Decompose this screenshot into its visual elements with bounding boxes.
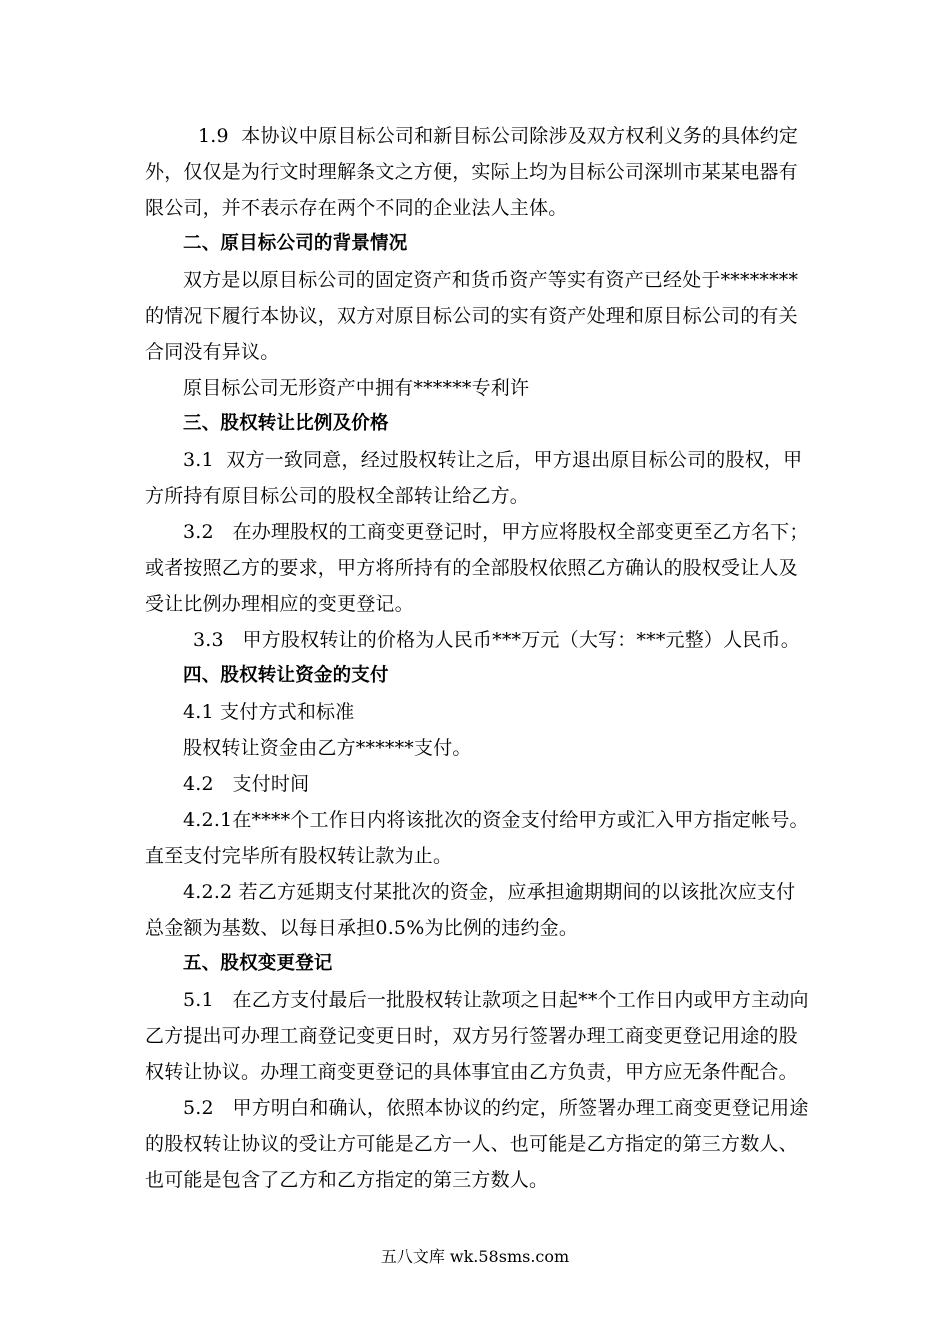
clause-4-2: 4.2 支付时间 xyxy=(183,773,310,795)
clause-4-2-1-line-1: 4.2.1在****个工作日内将该批次的资金支付给甲方或汇入甲方指定帐号。 xyxy=(183,809,809,831)
paragraph-1-9-line-3: 限公司，并不表示存在两个不同的企业法人主体。 xyxy=(145,197,568,219)
clause-4-2-1-line-2: 直至支付完毕所有股权转让款为止。 xyxy=(145,845,453,867)
section-heading-3: 三、股权转让比例及价格 xyxy=(183,413,389,434)
clause-4-1: 4.1 支付方式和标准 xyxy=(183,701,355,723)
clause-3-2-line-3: 受让比例办理相应的变更登记。 xyxy=(145,593,414,615)
section-heading-2: 二、原目标公司的背景情况 xyxy=(183,233,408,254)
section-2-para-line-3: 合同没有异议。 xyxy=(145,341,280,363)
clause-5-2-line-2: 的股权转让协议的受让方可能是乙方一人、也可能是乙方指定的第三方数人、 xyxy=(145,1133,798,1155)
section-2-patent-line: 原目标公司无形资产中拥有******专利许 xyxy=(183,377,530,399)
clause-3-2-line-2: 或者按照乙方的要求，甲方将所持有的全部股权依照乙方确认的股权受让人及 xyxy=(145,557,798,579)
paragraph-1-9-line-2: 外，仅仅是为行文时理解条文之方便，实际上均为目标公司深圳市某某电器有 xyxy=(145,161,798,183)
clause-3-2-line-1: 3.2 在办理股权的工商变更登记时，甲方应将股权全部变更至乙方名下； xyxy=(183,521,809,543)
clause-3-1-line-2: 方所持有原目标公司的股权全部转让给乙方。 xyxy=(145,485,530,507)
clause-5-2-line-3: 也可能是包含了乙方和乙方指定的第三方数人。 xyxy=(145,1169,549,1191)
clause-5-1-line-2: 乙方提出可办理工商登记变更日时，双方另行签署办理工商变更登记用途的股 xyxy=(145,1025,798,1047)
clause-3-1-line-1: 3.1 双方一致同意，经过股权转让之后，甲方退出原目标公司的股权，甲 xyxy=(183,449,803,471)
clause-5-1-line-3: 权转让协议。办理工商变更登记的具体事宜由乙方负责，甲方应无条件配合。 xyxy=(145,1061,798,1083)
section-2-para-line-2: 的情况下履行本协议，双方对原目标公司的实有资产处理和原目标公司的有关 xyxy=(145,305,798,327)
clause-4-2-2-line-2: 总金额为基数、以每日承担0.5%为比例的违约金。 xyxy=(145,917,579,939)
clause-5-2-line-1: 5.2 甲方明白和确认，依照本协议的约定，所签署办理工商变更登记用途 xyxy=(183,1097,809,1119)
clause-5-1-line-1: 5.1 在乙方支付最后一批股权转让款项之日起**个工作日内或甲方主动向 xyxy=(183,989,809,1011)
paragraph-1-9-line-1: 1.9 本协议中原目标公司和新目标公司除涉及双方权利义务的具体约定 xyxy=(198,125,799,147)
section-heading-4: 四、股权转让资金的支付 xyxy=(183,665,389,686)
section-2-para-line-1: 双方是以原目标公司的固定资产和货币资产等实有资产已经处于******** xyxy=(183,269,799,291)
clause-4-1-detail: 股权转让资金由乙方******支付。 xyxy=(183,737,472,759)
page-footer-watermark: 五八文库 wk.58sms.com xyxy=(380,1247,570,1266)
clause-4-2-2-line-1: 4.2.2 若乙方延期支付某批次的资金，应承担逾期期间的以该批次应支付 xyxy=(183,881,796,903)
clause-3-3: 3.3 甲方股权转让的价格为人民币***万元（大写：***元整）人民币。 xyxy=(193,629,800,651)
section-heading-5: 五、股权变更登记 xyxy=(183,953,333,974)
